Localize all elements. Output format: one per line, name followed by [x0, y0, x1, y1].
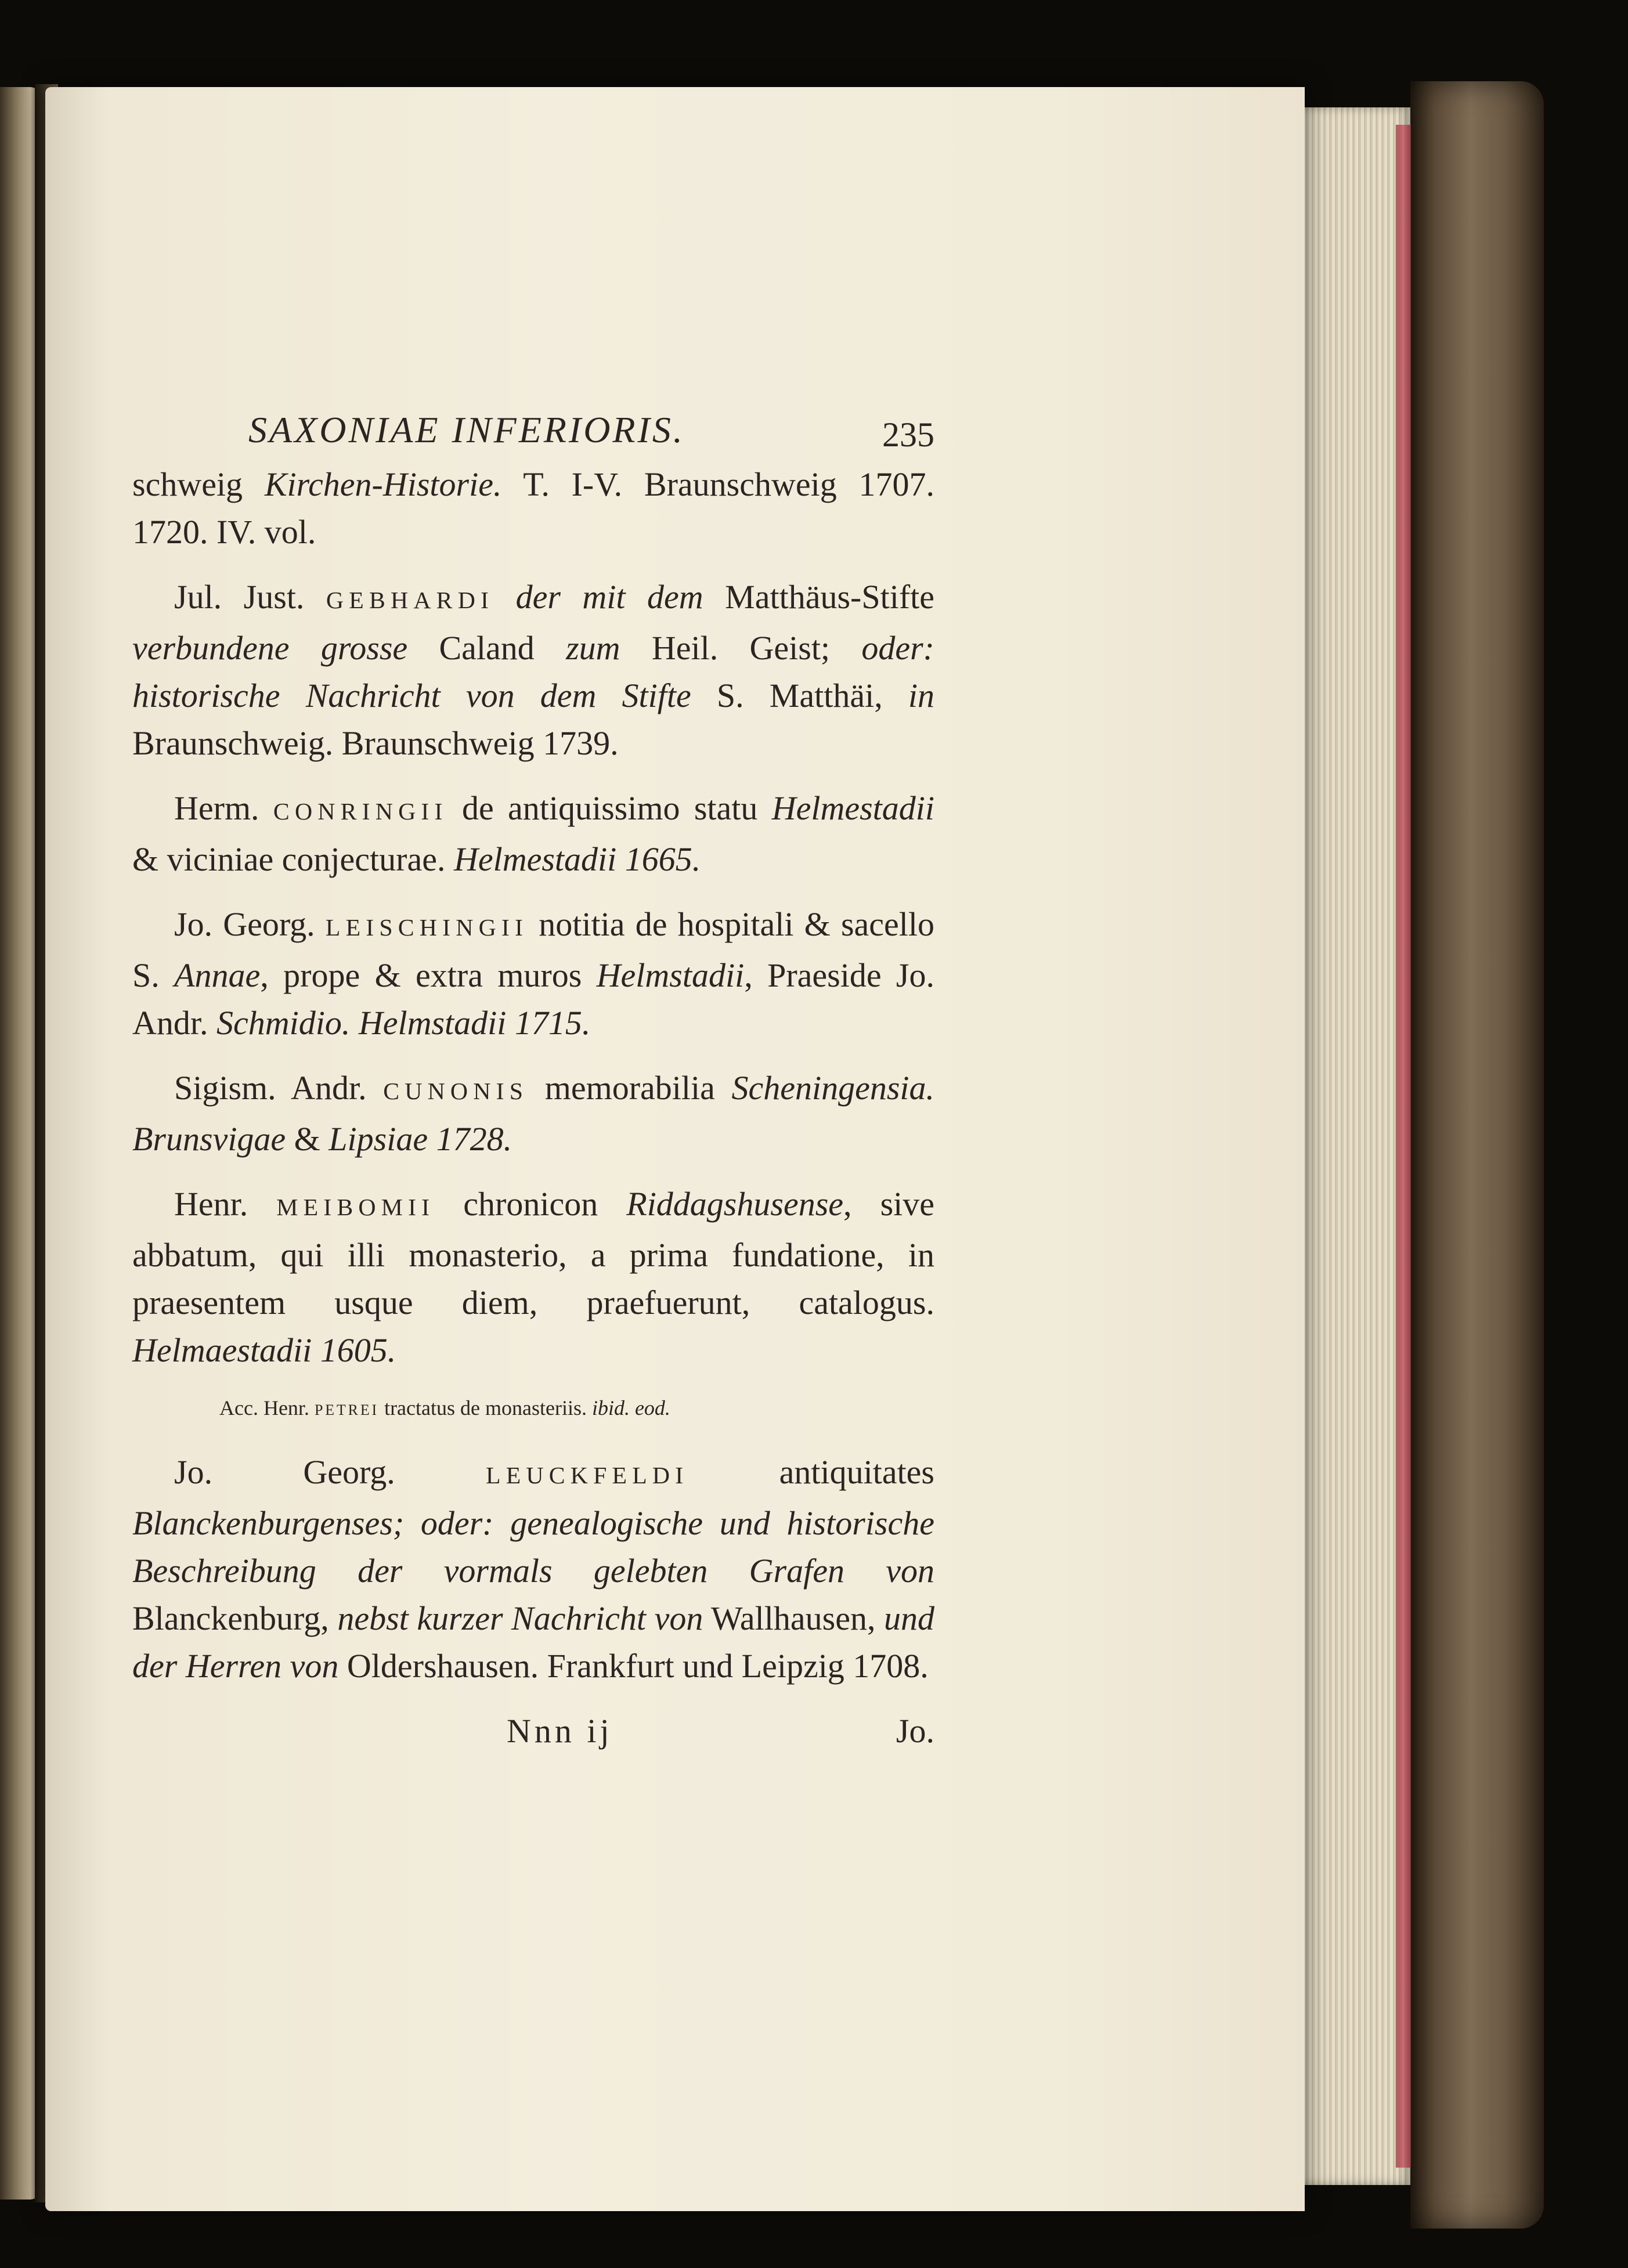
- catchword: Jo.: [896, 1712, 934, 1750]
- text-block: [132, 406, 934, 1760]
- author-name: LEISCHINGII: [325, 915, 529, 941]
- entry-conringii: Herm. CONRINGII de antiquissimo statu Helmestadii & viciniae conjecturae. Helmestadii 1665.: [132, 789, 934, 878]
- entry-cunonis: Sigism. Andr. CUNONIS memorabilia Scheningensia. Brunsvigae & Lipsiae 1728.: [132, 1069, 934, 1158]
- author-name: MEIBOMII: [276, 1194, 435, 1221]
- author-name: LEUCKFELDI: [486, 1462, 689, 1489]
- entry-leuckfeldi: Jo. Georg. LEUCKFELDI antiquitates Blanckenburgenses; oder: genealogische und historische Beschreibung der vormals gelebten Grafen von Blanckenburg, nebst kurzer Nachricht von Wallhausen, und der Herren von Oldershausen. Frankfurt und Leipzig 1708.: [132, 1453, 934, 1685]
- entry-meibomii: Henr. MEIBOMII chronicon Riddagshusense, sive abbatum, qui illi monasterio, a prima fundatione, in praesentem usque diem, praefuerunt, catalogus. Helmaestadii 1605.: [132, 1185, 934, 1369]
- note-petrei: Acc. Henr. PETREI tractatus de monasteriis. ibid. eod.: [219, 1396, 670, 1420]
- author-name: PETREI: [314, 1402, 380, 1418]
- running-title: SAXONIAE INFERIORIS.: [248, 409, 685, 450]
- red-page-edge: [1396, 125, 1411, 2168]
- page-footer: [132, 1707, 934, 1760]
- entry-leischingii: Jo. Georg. LEISCHINGII notitia de hospitali & sacello S. Annae, prope & extra muros Helmstadii, Praeside Jo. Andr. Schmidio. Helmstadii 1715.: [132, 905, 935, 1042]
- author-name: CONRINGII: [273, 799, 448, 825]
- entry-kirchen-historie: schweig Kirchen-Historie. T. I-V. Braunschweig 1707. 1720. IV. vol.: [132, 465, 934, 551]
- signature-mark: Nnn ij: [507, 1712, 613, 1750]
- running-head: [132, 406, 934, 457]
- page-number: 235: [882, 416, 934, 454]
- entry-gebhardi: Jul. Just. GEBHARDI der mit dem Matthäus-Stifte verbundene grosse Caland zum Heil. Geist; oder: historische Nachricht von dem Stifte S. Matthäi, in Braunschweig. Braunschweig 1739.: [132, 578, 934, 762]
- author-name: GEBHARDI: [326, 587, 494, 614]
- book-binding: [1410, 81, 1544, 2229]
- author-name: CUNONIS: [383, 1078, 529, 1105]
